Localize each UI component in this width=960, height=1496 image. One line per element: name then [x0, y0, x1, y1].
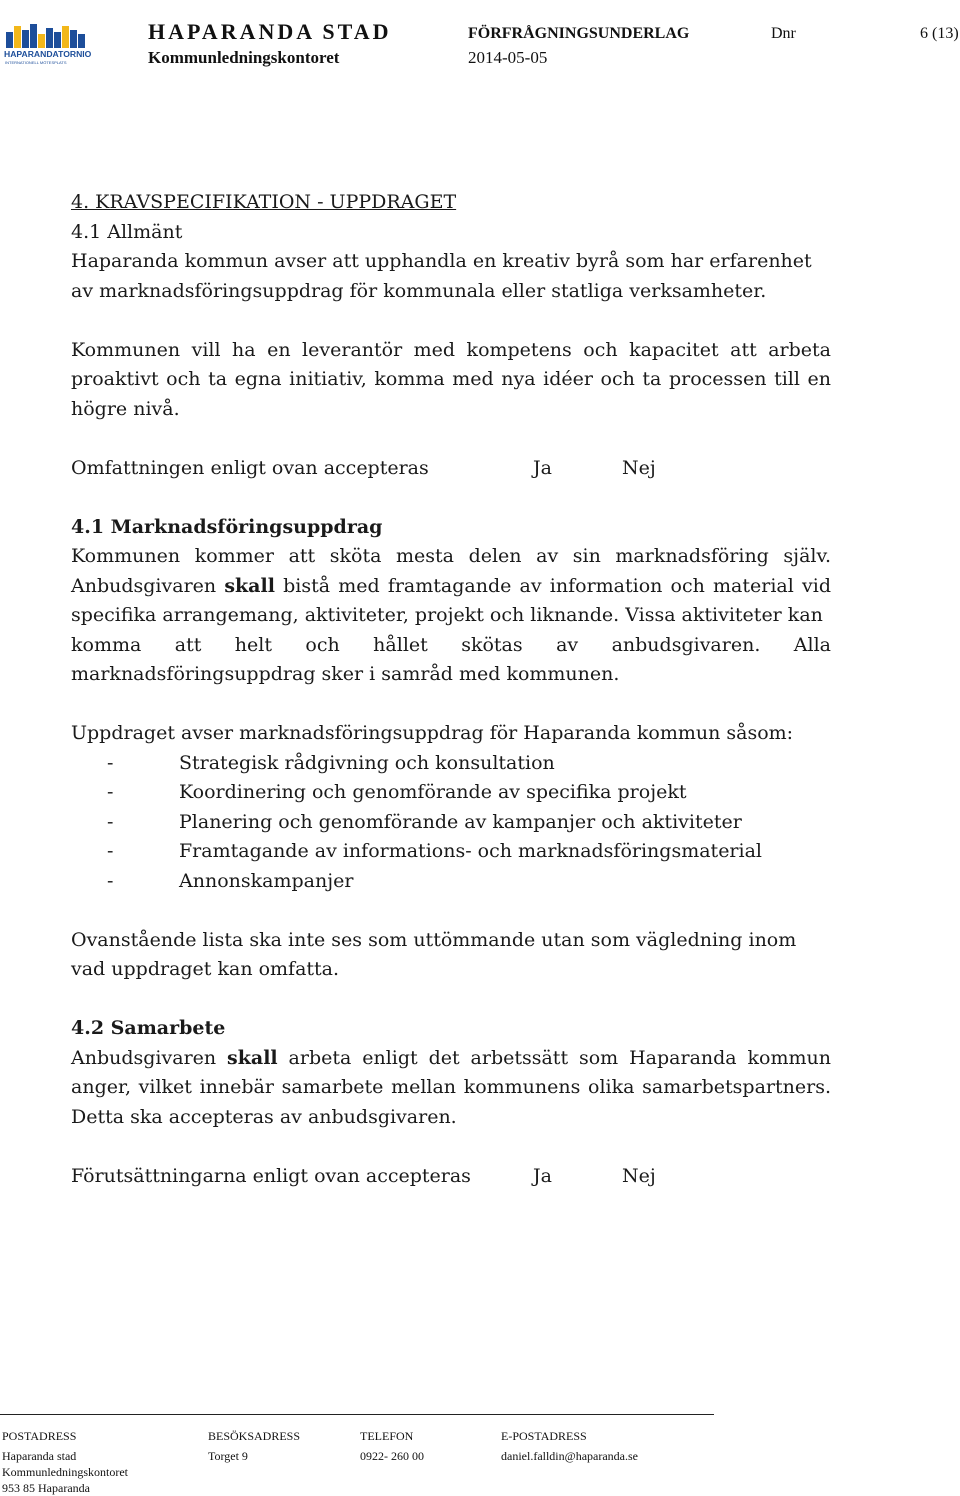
- section-heading: 4. KRAVSPECIFIKATION - UPPDRAGET: [71, 191, 457, 213]
- conditions-acceptance-row: [71, 1162, 831, 1192]
- footer-postal-label: POSTADRESS: [2, 1429, 77, 1443]
- footer-divider: [0, 1414, 714, 1415]
- list-item: - Planering och genomförande av kampanjer och aktiviteter: [71, 808, 831, 838]
- general-paragraph-1: Haparanda kommun avser att upphandla en kreativ byrå som har erfarenhet av marknadsföringsuppdrag för kommunala eller statliga verksamheter.: [71, 250, 812, 302]
- marketing-line-4: marknadsföringsuppdrag sker i samråd med kommunen.: [71, 663, 620, 685]
- cooperation-text-pre: Anbudsgivaren: [71, 1046, 228, 1069]
- footer-phone: 0922- 260 00: [360, 1449, 424, 1463]
- footer-visit-label: BESÖKSADRESS: [208, 1429, 301, 1443]
- cooperation-paragraph: [71, 1044, 831, 1133]
- dash-icon: -: [107, 810, 114, 833]
- page-number: 6 (13): [920, 25, 959, 42]
- dash-icon: -: [107, 781, 114, 803]
- conditions-no-option[interactable]: Nej: [622, 1164, 656, 1187]
- dnr-label: Dnr: [771, 25, 796, 42]
- cooperation-heading: 4.2 Samarbete: [71, 1017, 226, 1039]
- logo-subtext: INTERNATIONELL MÖTESPLATS: [5, 60, 67, 65]
- scope-acceptance-label: Omfattningen enligt ovan accepteras: [71, 456, 429, 479]
- conditions-acceptance-label: Förutsättningarna enligt ovan accepteras: [71, 1164, 471, 1187]
- general-heading: 4.1 Allmänt: [71, 220, 183, 243]
- org-name: HAPARANDA STAD: [148, 19, 392, 44]
- list-item: - Koordinering och genomförande av specifika projekt: [71, 778, 831, 808]
- cooperation-text-post: arbeta enligt det arbetssätt som Haparanda kommun anger, vilket innebär samarbete mellan kommunens olika samarbetspartners. Detta ska accepteras av anbudsgivaren.: [71, 1046, 831, 1128]
- dash-icon: -: [107, 840, 114, 862]
- list-item: - Annonskampanjer: [71, 867, 831, 897]
- footer-postal-line-3: 953 85 Haparanda: [2, 1481, 90, 1495]
- marketing-line-3: komma att helt och hållet skötas av anbudsgivaren. Alla: [71, 633, 831, 656]
- dash-icon: -: [107, 751, 114, 774]
- dash-icon: -: [107, 869, 114, 892]
- scope-yes-option[interactable]: Ja: [533, 456, 552, 479]
- footer-postal-line-1: Haparanda stad: [2, 1449, 77, 1463]
- logo-text: HAPARANDATORNIO: [4, 49, 92, 59]
- footer-visit-address: Torget 9: [208, 1449, 248, 1463]
- scope-acceptance-row: [71, 454, 831, 484]
- document-date: 2014-05-05: [468, 48, 548, 67]
- marketing-text-pre: Anbudsgivaren: [71, 574, 225, 597]
- list-item: - Strategisk rådgivning och konsultation: [71, 749, 831, 779]
- footer-phone-label: TELEFON: [360, 1429, 414, 1443]
- marketing-heading: 4.1 Marknadsföringsuppdrag: [71, 515, 383, 538]
- scope-list: [71, 749, 831, 897]
- marketing-line-1: Kommunen kommer att sköta mesta delen av sin marknadsföring själv.: [71, 545, 831, 567]
- marketing-skall: skall: [224, 574, 275, 597]
- footer-email-label: E-POSTADRESS: [501, 1429, 587, 1443]
- logo-graphic: [2, 22, 102, 66]
- marketing-paragraph: [71, 572, 831, 631]
- department-name: Kommunledningskontoret: [148, 48, 340, 67]
- document-body: [71, 188, 831, 1191]
- general-paragraph-2: Kommunen vill ha en leverantör med kompetens och kapacitet att arbeta proaktivt och ta egna initiativ, komma med nya idéer och ta processen till en högre nivå.: [71, 338, 831, 420]
- scope-no-option[interactable]: Nej: [622, 456, 656, 479]
- cooperation-skall: skall: [227, 1046, 278, 1069]
- marketing-text-post: bistå med framtagande av information och material vid specifika arrangemang, aktiviteter, projekt och liknande. Vissa aktiviteter kan: [71, 574, 831, 626]
- footer-email[interactable]: daniel.falldin@haparanda.se: [501, 1449, 638, 1463]
- conditions-yes-option[interactable]: Ja: [533, 1164, 552, 1187]
- scope-note: Ovanstående lista ska inte ses som uttömmande utan som vägledning inom vad uppdraget kan omfatta.: [71, 928, 797, 980]
- scope-intro: Uppdraget avser marknadsföringsuppdrag för Haparanda kommun såsom:: [71, 722, 794, 744]
- list-item: - Framtagande av informations- och marknadsföringsmaterial: [71, 837, 831, 867]
- document-type: FÖRFRÅGNINGSUNDERLAG: [468, 25, 690, 42]
- footer-postal-line-2: Kommunledningskontoret: [2, 1465, 128, 1479]
- haparanda-tornio-logo-icon: [2, 22, 102, 66]
